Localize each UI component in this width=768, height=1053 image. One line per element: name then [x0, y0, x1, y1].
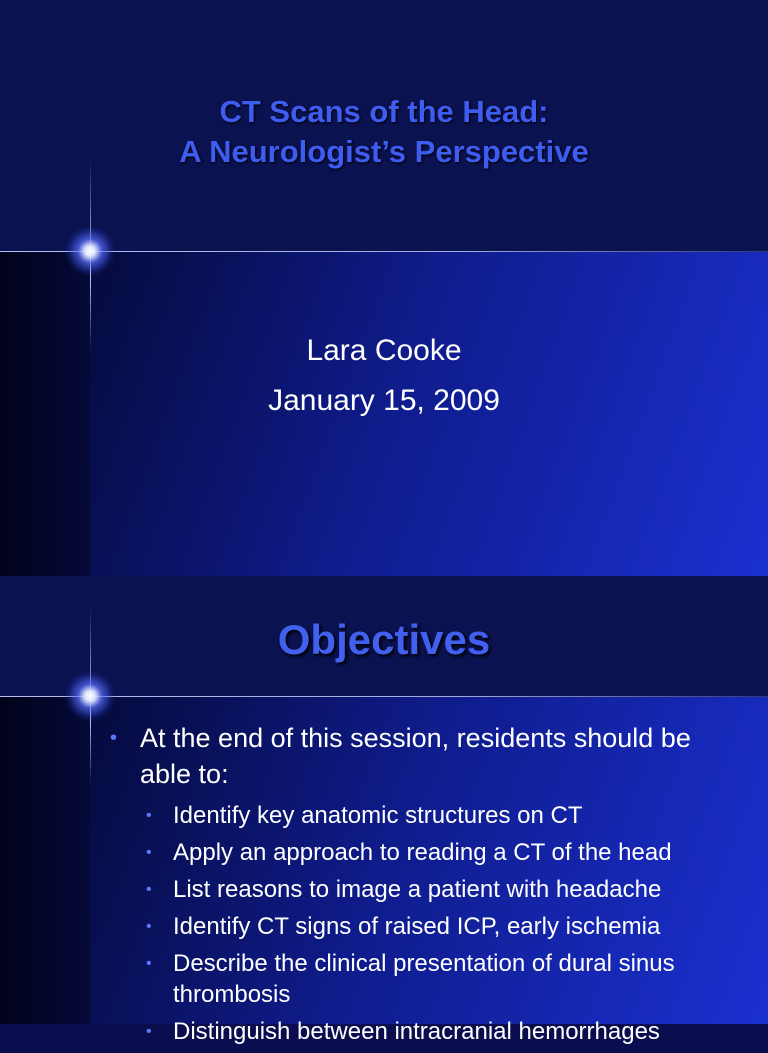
objectives-slide: [0, 576, 768, 1045]
bullet-text: Distinguish between intracranial hemorrhages: [173, 1018, 660, 1045]
bullet-icon: •: [146, 807, 152, 824]
star-flare-icon: [65, 226, 115, 276]
list-item: [104, 874, 744, 905]
list-item: [104, 800, 744, 831]
title-line-1: CT Scans of the Head:: [219, 94, 549, 129]
list-item: [104, 948, 744, 1010]
star-flare-icon: [65, 671, 115, 721]
list-item: [104, 837, 744, 868]
bullet-icon: •: [110, 727, 118, 749]
bullet-text: Identify key anatomic structures on CT: [173, 802, 583, 829]
left-strip: [0, 697, 90, 1024]
objectives-list: [104, 720, 744, 1053]
bullet-icon: •: [146, 955, 152, 972]
bullet-icon: •: [146, 918, 152, 935]
bullet-text: List reasons to image a patient with headache: [173, 876, 662, 903]
bullet-icon: •: [146, 881, 152, 898]
list-item: [104, 911, 744, 942]
slide-title: Objectives: [277, 616, 491, 663]
list-item: [104, 720, 744, 792]
bullet-icon: •: [146, 844, 152, 861]
bullet-icon: •: [146, 1023, 152, 1040]
bullet-text: Describe the clinical presentation of dural sinus thrombosis: [173, 950, 675, 1008]
bullet-text: Apply an approach to reading a CT of the head: [173, 839, 672, 866]
presentation-date: January 15, 2009: [268, 384, 500, 417]
horizontal-divider: [0, 251, 768, 252]
horizontal-divider: [0, 696, 768, 697]
title-line-2: A Neurologist’s Perspective: [179, 134, 589, 169]
author-name: Lara Cooke: [306, 334, 462, 367]
slide-title: [0, 92, 768, 172]
list-item: [104, 1016, 744, 1047]
bullet-text: At the end of this session, residents should be able to:: [140, 723, 691, 789]
bullet-text: Identify CT signs of raised ICP, early ischemia: [173, 913, 661, 940]
